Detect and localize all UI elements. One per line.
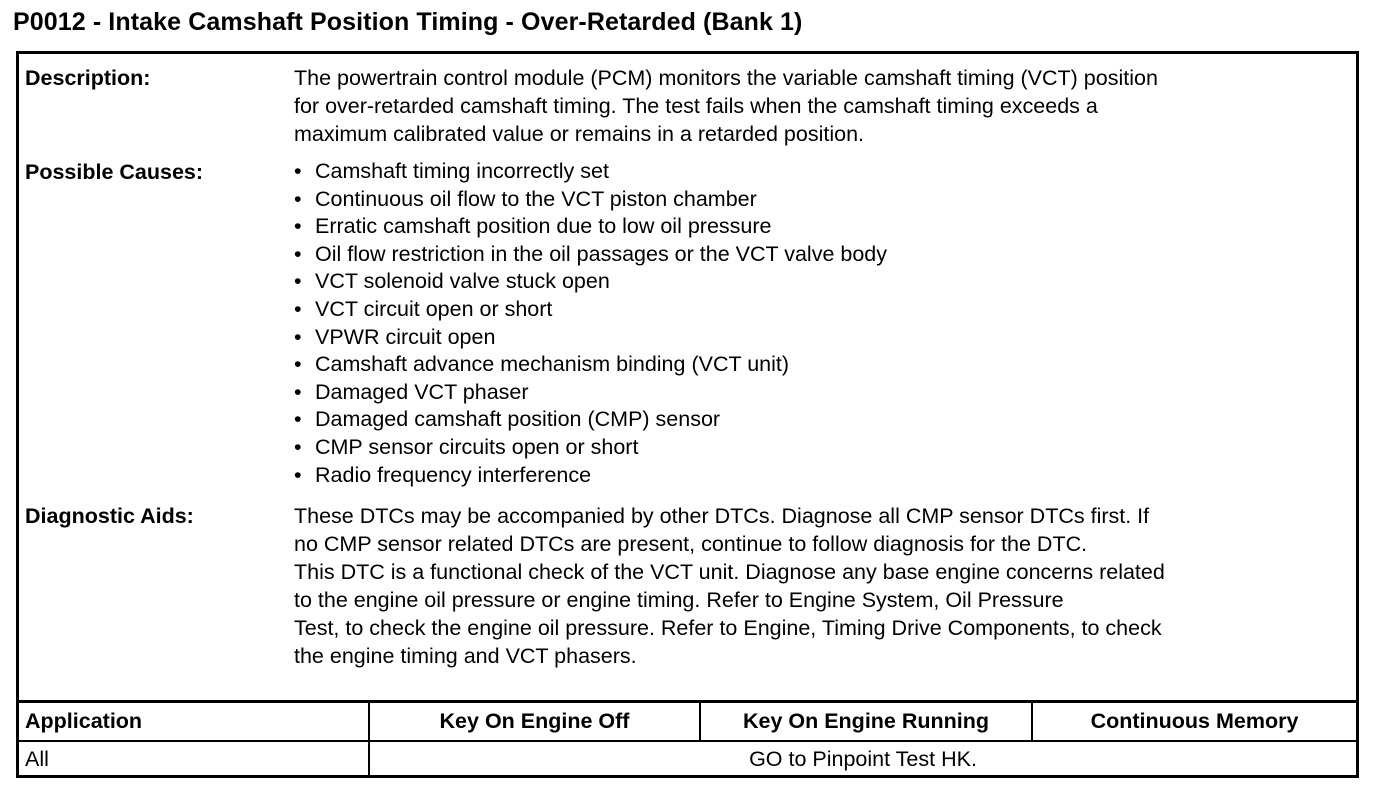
dtc-info-box — [16, 51, 1359, 778]
bullet-icon: • — [294, 434, 302, 459]
diagnostic-aids-line: This DTC is a functional check of the VCT unit. Diagnose any base engine concerns related — [294, 560, 1165, 584]
list-item — [294, 268, 1344, 296]
description-line: for over-retarded camshaft timing. The test fails when the camshaft timing exceeds a — [294, 94, 1098, 118]
column-header-application: Application — [19, 703, 369, 741]
bullet-icon: • — [294, 379, 302, 404]
bullet-icon: • — [294, 186, 302, 211]
cause-text: Damaged VCT phaser — [315, 379, 529, 404]
list-item — [294, 324, 1344, 352]
list-item — [294, 406, 1344, 434]
cause-text: Camshaft advance mechanism binding (VCT unit) — [315, 352, 790, 377]
diagnostic-aids-line: Test, to check the engine oil pressure. Refer to Engine, Timing Drive Components, to check — [294, 616, 1162, 640]
bullet-icon: • — [294, 159, 302, 183]
list-item — [294, 296, 1344, 324]
column-header-key-on-engine-off: Key On Engine Off — [369, 703, 700, 741]
list-item — [294, 241, 1344, 269]
page-title: P0012 - Intake Camshaft Position Timing - Over-Retarded (Bank 1) — [13, 8, 803, 36]
bullet-icon: • — [294, 462, 302, 487]
column-header-continuous-memory: Continuous Memory — [1032, 703, 1356, 741]
diagnostic-aids-line: the engine timing and VCT phasers. — [294, 644, 637, 668]
cause-text: Damaged camshaft position (CMP) sensor — [315, 407, 721, 432]
cause-text: VCT solenoid valve stuck open — [315, 269, 610, 294]
description-line: maximum calibrated value or remains in a retarded position. — [294, 122, 865, 146]
diagnostic-aids-line: no CMP sensor related DTCs are present, continue to follow diagnosis for the DTC. — [294, 532, 1088, 556]
cause-text: Radio frequency interference — [315, 462, 592, 487]
cause-text: Oil flow restriction in the oil passages or the VCT valve body — [315, 241, 888, 266]
list-item — [294, 351, 1344, 379]
list-item — [294, 434, 1344, 462]
list-item — [294, 186, 1344, 214]
cause-text: Erratic camshaft position due to low oil pressure — [315, 214, 772, 239]
cause-text: Camshaft timing incorrectly set — [315, 159, 609, 183]
possible-causes-list — [294, 158, 1344, 489]
diagnostic-aids-line: These DTCs may be accompanied by other DTCs. Diagnose all CMP sensor DTCs first. If — [294, 504, 1150, 528]
cause-text: Continuous oil flow to the VCT piston chamber — [315, 186, 757, 211]
bullet-icon: • — [294, 214, 302, 239]
application-table-area — [19, 700, 1356, 781]
bullet-icon: • — [294, 352, 302, 377]
bullet-icon: • — [294, 241, 302, 266]
cause-text: VCT circuit open or short — [315, 296, 553, 321]
possible-causes-list-container — [294, 158, 1344, 489]
action-cell: GO to Pinpoint Test HK. — [369, 741, 1356, 779]
bullet-icon: • — [294, 407, 302, 432]
table-row — [19, 741, 1356, 779]
bullet-icon: • — [294, 269, 302, 294]
bullet-icon: • — [294, 296, 302, 321]
list-item — [294, 158, 1344, 186]
diagnostic-aids-line: to the engine oil pressure or engine timing. Refer to Engine System, Oil Pressure — [294, 588, 1064, 612]
column-header-key-on-engine-running: Key On Engine Running — [700, 703, 1032, 741]
possible-causes-label: Possible Causes: — [25, 160, 204, 184]
description-text — [294, 64, 1344, 148]
cause-text: VPWR circuit open — [315, 324, 496, 349]
diagnostic-aids-text — [294, 502, 1344, 670]
list-item — [294, 379, 1344, 407]
application-cell: All — [19, 741, 369, 779]
list-item — [294, 462, 1344, 490]
list-item — [294, 213, 1344, 241]
diagnostic-aids-label: Diagnostic Aids: — [25, 504, 194, 528]
application-table — [19, 703, 1356, 778]
description-line: The powertrain control module (PCM) monitors the variable camshaft timing (VCT) position — [294, 66, 1158, 90]
description-label: Description: — [25, 66, 151, 90]
bullet-icon: • — [294, 324, 302, 349]
table-header-row — [19, 703, 1356, 741]
cause-text: CMP sensor circuits open or short — [315, 434, 639, 459]
